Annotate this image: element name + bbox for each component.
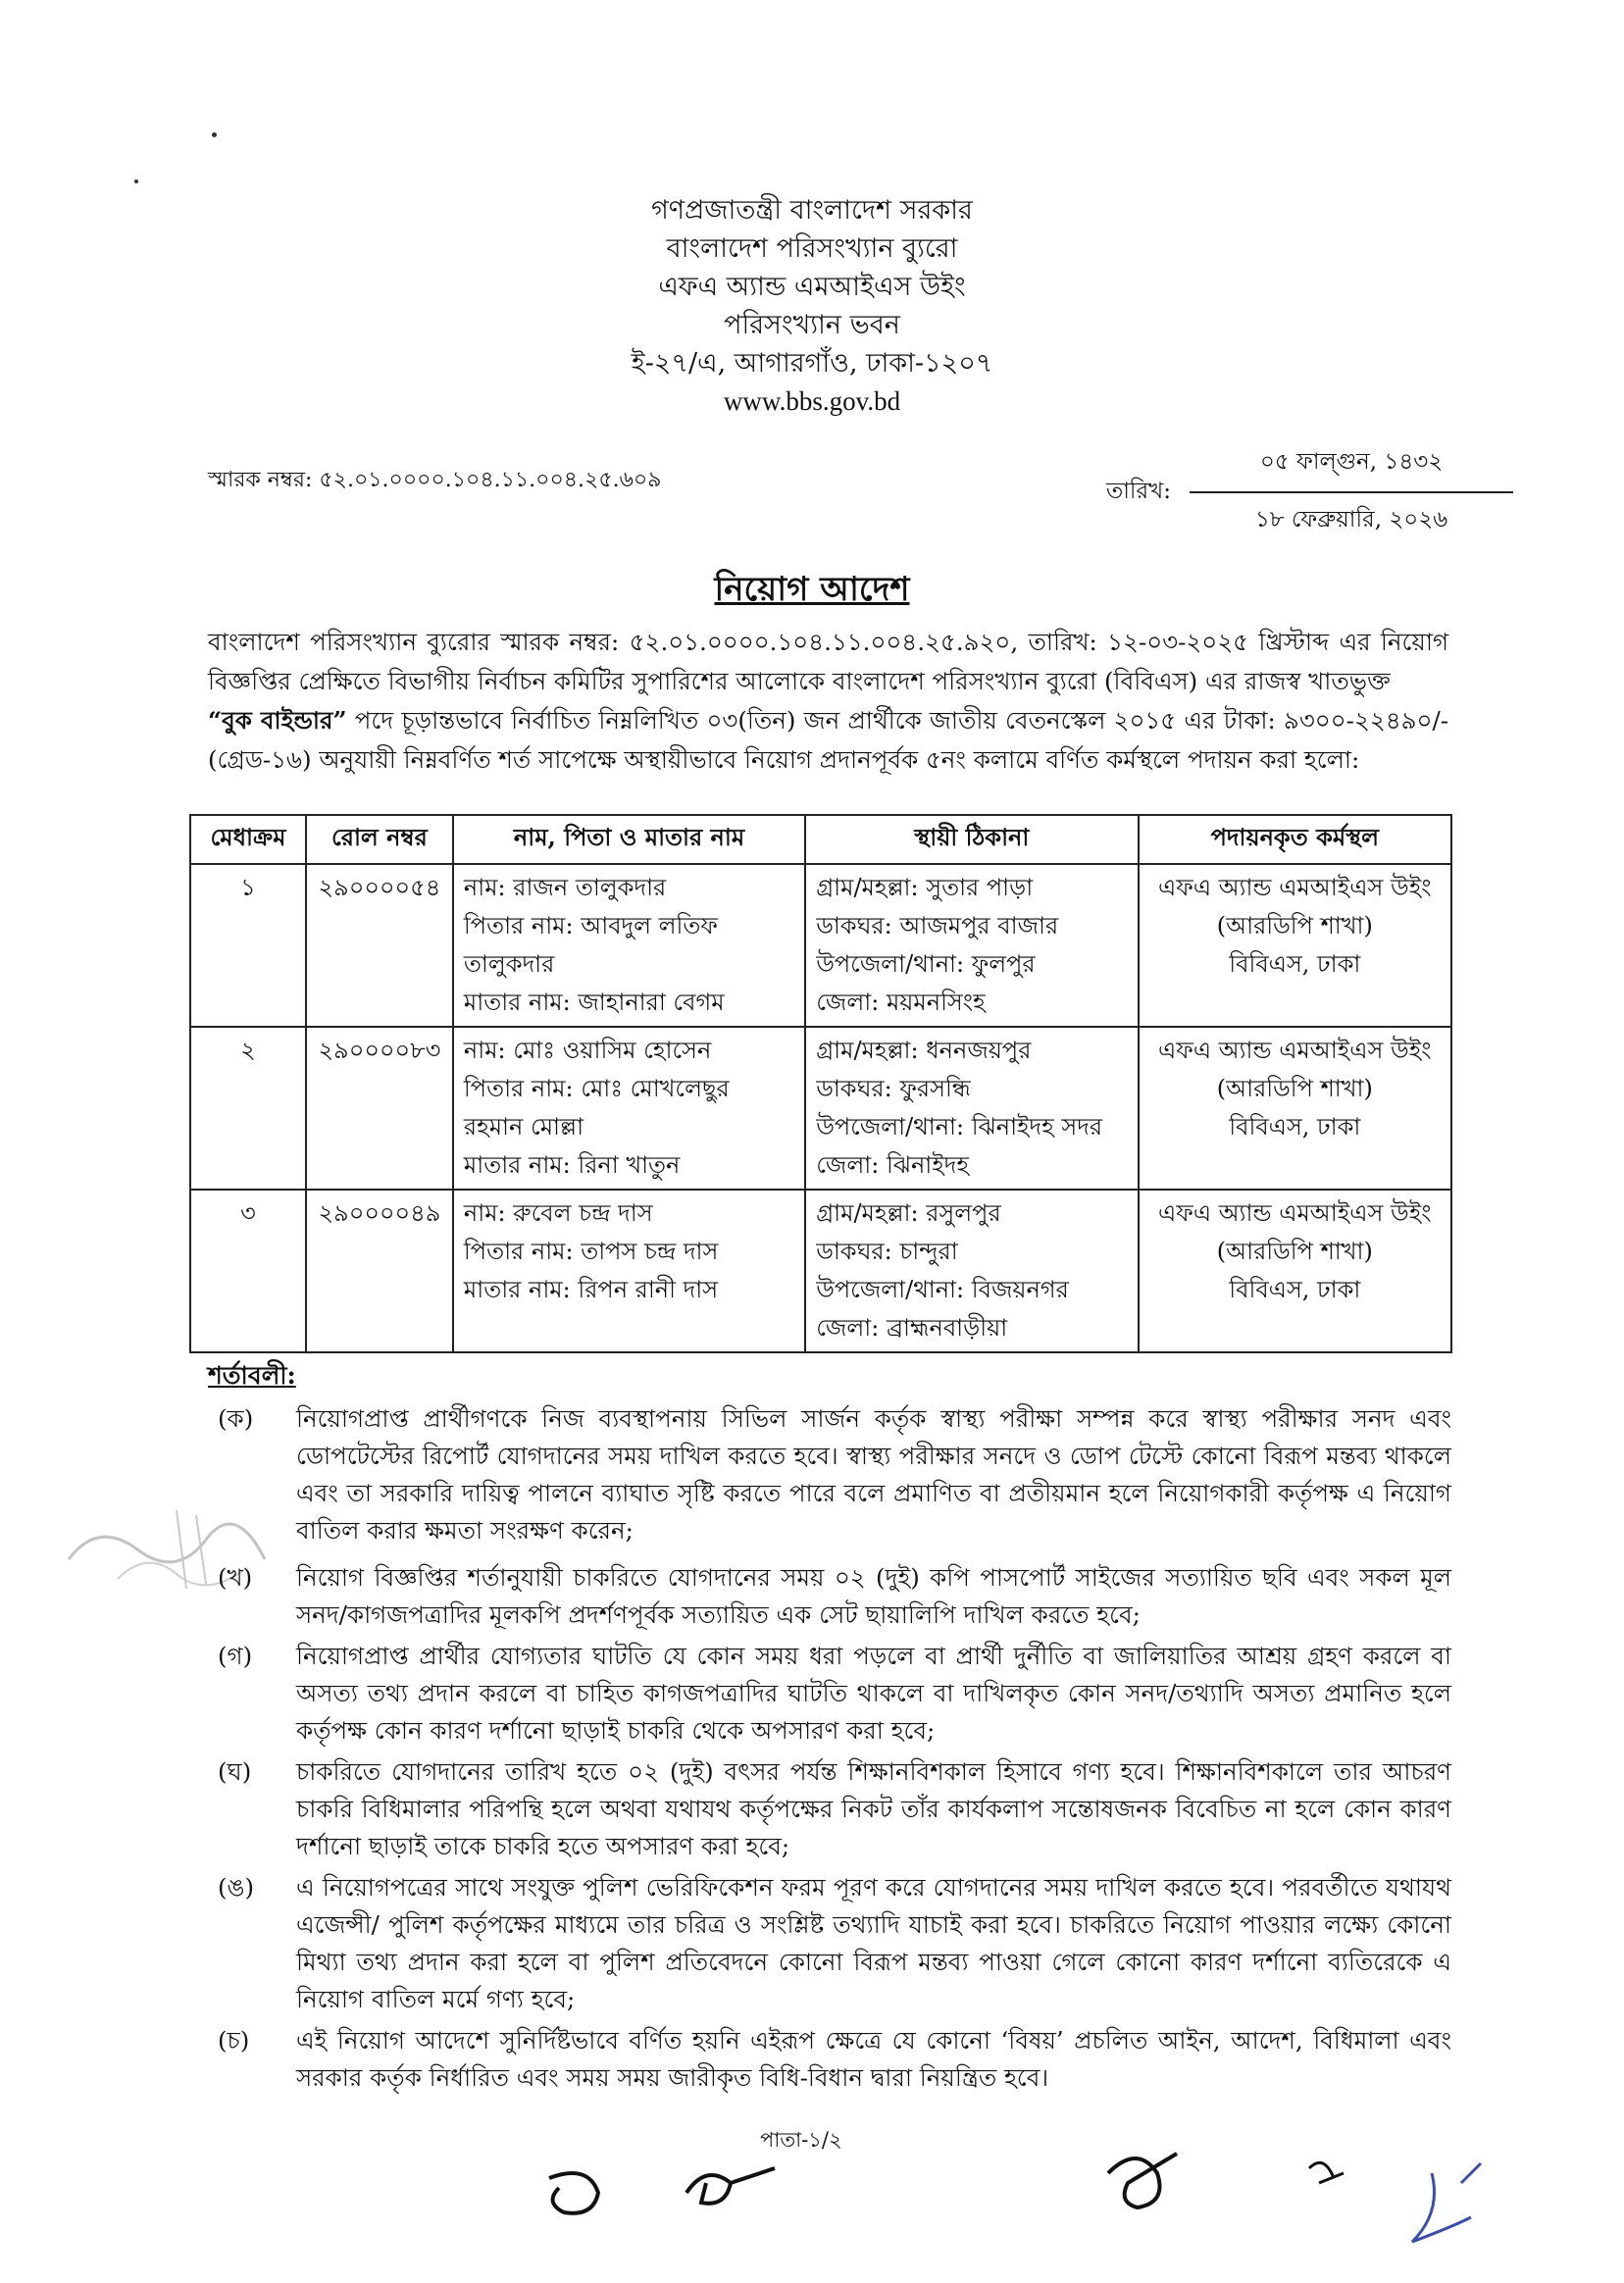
address-village: গ্রাম/মহল্লা: ধননজয়পুর: [816, 1037, 1032, 1064]
workplace-branch: (আরডিপি শাখা): [1216, 1238, 1373, 1265]
cell-name: [453, 1027, 805, 1190]
date-label: তারিখ:: [1106, 479, 1172, 504]
letterhead-government: গণপ্রজাতন্ত্রী বাংলাদেশ সরকার: [651, 195, 973, 226]
workplace-branch: (আরডিপি শাখা): [1216, 912, 1373, 939]
workplace-wing: এফএ অ্যান্ড এমআইএস উইং: [1158, 1037, 1432, 1064]
intro-post-name: “বুক বাইন্ডার”: [208, 706, 347, 735]
term-item: [208, 1753, 1451, 1865]
letterhead: [0, 191, 1624, 421]
workplace-office: বিবিএস, ঢাকা: [1229, 950, 1361, 978]
scan-speck: [212, 132, 217, 137]
address-village: গ্রাম/মহল্লা: রসুলপুর: [816, 1199, 1001, 1227]
candidate-mother: মাতার নাম: জাহানারা বেগম: [463, 989, 725, 1016]
address-post-office: ডাকঘর: ফুরসন্ধি: [816, 1075, 971, 1102]
col-header-serial: মেধাক্রম: [190, 815, 306, 864]
term-text: নিয়োগ বিজ্ঞপ্তির শর্তানুযায়ী চাকরিতে যোগদানের সময় ০২ (দুই) কপি পাসপোর্ট সাইজের সত্যায়িত ছবি এবং সকল মূল সনদ/কাগজপত্রাদির মূলকপি প্রদর্শণপূর্বক সত্যায়িত এক সেট ছায়ালিপি দাখিল করতে হবে;: [296, 1563, 1451, 1629]
term-item: [208, 2022, 1451, 2097]
initial-mark: [1309, 2162, 1344, 2183]
term-label: (ঙ): [218, 1873, 255, 1902]
term-label: (খ): [218, 1563, 253, 1592]
term-label: (চ): [218, 2026, 250, 2055]
cell-serial: ২: [190, 1027, 306, 1190]
address-post-office: ডাকঘর: আজমপুর বাজার: [816, 912, 1059, 939]
intro-paragraph: [208, 623, 1448, 780]
cell-roll: ২৯০০০০৪৯: [306, 1190, 453, 1352]
candidate-name: নাম: রুবেল চন্দ্র দাস: [463, 1199, 653, 1227]
workplace-wing: এফএ অ্যান্ড এমআইএস উইং: [1158, 874, 1432, 901]
candidate-father: পিতার নাম: মোঃ মোখলেছুর রহমান মোল্লা: [463, 1075, 730, 1141]
address-upazila: উপজেলা/থানা: ঝিনাইদহ সদর: [816, 1113, 1103, 1141]
workplace-office: বিবিএস, ঢাকা: [1229, 1113, 1361, 1141]
cell-workplace: [1139, 864, 1451, 1027]
letterhead-building: পরিসংখ্যান ভবন: [724, 310, 900, 340]
term-text: চাকরিতে যোগদানের তারিখ হতে ০২ (দুই) বৎসর পর্যন্ত শিক্ষানবিশকাল হিসাবে গণ্য হবে। শিক্ষানবিশকালে তার আচরণ চাকরি বিধিমালার পরিপন্থি হলে অথবা যথাযথ কর্তৃপক্ষের নিকট তাঁর কার্যকলাপ সন্তোষজনক বিবেচিত না হলে কোন কারণ দর্শানো ছাড়াই তাকে চাকরি হতে অপসারণ করা হবে;: [296, 1757, 1451, 1860]
candidate-name: নাম: রাজন তালুকদার: [463, 874, 667, 901]
term-item: [208, 1638, 1451, 1750]
cell-serial: ১: [190, 864, 306, 1027]
address-district: জেলা: ময়মনসিংহ: [816, 989, 986, 1016]
document-title: নিয়োগ আদেশ: [714, 570, 910, 609]
table-header-row: [190, 815, 1451, 864]
address-district: জেলা: ব্রাহ্মনবাড়ীয়া: [816, 1314, 1008, 1342]
letterhead-bureau: বাংলাদেশ পরিসংখ্যান ব্যুরো: [666, 233, 958, 264]
letterhead-website: www.bbs.gov.bd: [723, 386, 901, 416]
term-text: এ নিয়োগপত্রের সাথে সংযুক্ত পুলিশ ভেরিফিকেশন ফরম পূরণ করে যোগদানের সময় দাখিল করতে হবে। পরবর্তীতে যথাযথ এজেন্সী/ পুলিশ কর্তৃপক্ষের মাধ্যমে তার চরিত্র ও সংশ্লিষ্ট তথ্যাদি যাচাই করা হবে। চাকরিতে নিয়োগ পাওয়ার লক্ষ্যে কোনো মিথ্যা তথ্য প্রদান করা হলে বা পুলিশ প্রতিবেদনে কোনো বিরূপ মন্তব্য পাওয়া গেলে কোনো কারণ দর্শানো ব্যতিরেকে এ নিয়োগ বাতিল মর্মে গণ্য হবে;: [296, 1873, 1451, 2013]
candidate-mother: মাতার নাম: রিপন রানী দাস: [463, 1276, 719, 1303]
term-label: (ঘ): [218, 1757, 252, 1786]
workplace-office: বিবিএস, ঢাকা: [1229, 1276, 1361, 1303]
workplace-wing: এফএ অ্যান্ড এমআইএস উইং: [1158, 1199, 1432, 1227]
table-row: [190, 864, 1451, 1027]
col-header-name: নাম, পিতা ও মাতার নাম: [453, 815, 805, 864]
table-row: [190, 1027, 1451, 1190]
date-bangla: ০৫ ফাল্গুন, ১৪৩২: [1259, 449, 1444, 475]
intro-text-part1: বাংলাদেশ পরিসংখ্যান ব্যুরোর স্মারক নম্বর: ৫২.০১.০০০০.১০৪.১১.০০৪.২৫.৯২০, তারিখ: ১২-০৩-২০২৫ খ্রিস্টাব্দ এর নিয়োগ বিজ্ঞপ্তির প্রেক্ষিতে বিভাগীয় নির্বাচন কমিটির সুপারিশের আলোকে বাংলাদেশ পরিসংখ্যান ব্যুরো (বিবিএস) এর রাজস্ব খাতভুক্ত: [208, 628, 1448, 695]
col-header-roll: রোল নম্বর: [306, 815, 453, 864]
initial-mark: [686, 2168, 775, 2204]
term-text: এই নিয়োগ আদেশে সুনির্দিষ্টভাবে বর্ণিত হয়নি এইরূপ ক্ষেত্রে যে কোনো ‘বিষয়’ প্রচলিত আইন, আদেশ, বিধিমালা এবং সরকার কর্তৃক নির্ধারিত এবং সময় সময় জারীকৃত বিধি-বিধান দ্বারা নিয়ন্ত্রিত হবে।: [296, 2026, 1451, 2092]
page-number: পাতা-১/২: [760, 2128, 842, 2152]
cell-address: [805, 1190, 1138, 1352]
term-item: [208, 1869, 1451, 2018]
term-item: [208, 1559, 1451, 1634]
candidate-name: নাম: মোঃ ওয়াসিম হোসেন: [463, 1037, 712, 1064]
letterhead-address: ই-২৭/এ, আগারগাঁও, ঢাকা-১২০৭: [631, 348, 993, 379]
memo-number: স্মারক নম্বর: ৫২.০১.০০০০.১০৪.১১.০০৪.২৫.৬০৯: [208, 468, 662, 492]
cell-workplace: [1139, 1027, 1451, 1190]
initial-mark: [549, 2173, 598, 2213]
letterhead-wing: এফএ অ্যান্ড এমআইএস উইং: [658, 272, 966, 302]
appointee-table: [189, 814, 1452, 1353]
cell-address: [805, 864, 1138, 1027]
address-upazila: উপজেলা/থানা: বিজয়নগর: [816, 1276, 1069, 1303]
cell-roll: ২৯০০০০৮৩: [306, 1027, 453, 1190]
address-upazila: উপজেলা/থানা: ফুলপুর: [816, 950, 1036, 978]
cell-name: [453, 1190, 805, 1352]
workplace-branch: (আরডিপি শাখা): [1216, 1075, 1373, 1102]
address-district: জেলা: ঝিনাইদহ: [816, 1151, 969, 1179]
address-village: গ্রাম/মহল্লা: সুতার পাড়া: [816, 874, 1034, 901]
candidate-mother: মাতার নাম: রিনা খাতুন: [463, 1151, 681, 1179]
cell-serial: ৩: [190, 1190, 306, 1352]
term-text: নিয়োগপ্রাপ্ত প্রার্থীর যোগ্যতার ঘাটতি যে কোন সময় ধরা পড়লে বা প্রার্থী দুর্নীতি বা জালিয়াতির আশ্রয় গ্রহণ করলে বা অসত্য তথ্য প্রদান করলে বা চাহিত কাগজপত্রাদির ঘাটতি থাকলে বা দাখিলকৃত কোন সনদ/তথ্যাদি অসত্য প্রমানিত হলে কর্তৃপক্ষ কোন কারণ দর্শানো ছাড়াই চাকরি থেকে অপসারণ করা হবে;: [296, 1642, 1451, 1745]
candidate-father: পিতার নাম: তাপস চন্দ্র দাস: [463, 1238, 719, 1265]
term-text: নিয়োগপ্রাপ্ত প্রার্থীগণকে নিজ ব্যবস্থাপনায় সিভিল সার্জন কর্তৃক স্বাস্থ্য পরীক্ষা সম্পন্ন করে স্বাস্থ্য পরীক্ষার সনদ এবং ডোপটেস্টের রিপোর্ট যোগদানের সময় দাখিল করতে হবে। স্বাস্থ্য পরীক্ষার সনদে ও ডোপ টেস্টে কোনো বিরূপ মন্তব্য থাকলে এবং তা সরকারি দায়িত্ব পালনে ব্যাঘাত সৃষ্টি করতে পারে বলে প্রমাণিত বা প্রতীয়মান হলে নিয়োগকারী কর্তৃপক্ষ এ নিয়োগ বাতিল করার ক্ষমতা সংরক্ষণ করেন;: [296, 1404, 1451, 1545]
date-divider: [1190, 491, 1513, 493]
col-header-address: স্থায়ী ঠিকানা: [805, 815, 1138, 864]
date-gregorian: ১৮ ফেব্রুয়ারি, ২০২৬: [1254, 507, 1448, 533]
intro-text-part2: পদে চূড়ান্তভাবে নির্বাচিত নিম্নলিখিত ০৩(তিন) জন প্রার্থীকে জাতীয় বেতনস্কেল ২০১৫ এর টাকা: ৯৩০০-২২৪৯০/- (গ্রেড-১৬) অনুযায়ী নিম্নবর্ণিত শর্ত সাপেক্ষে অস্থায়ীভাবে নিয়োগ প্রদানপূর্বক ৫নং কলামে বর্ণিত কর্মস্থলে পদায়ন করা হলো:: [208, 706, 1449, 774]
cell-address: [805, 1027, 1138, 1190]
term-label: (গ): [218, 1642, 253, 1670]
scan-speck: [134, 179, 138, 183]
initial-mark-blue: [1412, 2163, 1481, 2242]
address-post-office: ডাকঘর: চান্দুরা: [816, 1238, 958, 1265]
candidate-father: পিতার নাম: আবদুল লতিফ তালুকদার: [463, 912, 718, 978]
cell-name: [453, 864, 805, 1027]
cell-workplace: [1139, 1190, 1451, 1352]
term-label: (ক): [218, 1404, 254, 1433]
table-row: [190, 1190, 1451, 1352]
terms-heading: শর্তাবলী:: [208, 1361, 296, 1390]
term-item: [208, 1400, 1451, 1549]
col-header-workplace: পদায়নকৃত কর্মস্থল: [1139, 815, 1451, 864]
cell-roll: ২৯০০০০৫৪: [306, 864, 453, 1027]
initial-mark: [1108, 2154, 1177, 2207]
signature-initials: [0, 2124, 1624, 2261]
